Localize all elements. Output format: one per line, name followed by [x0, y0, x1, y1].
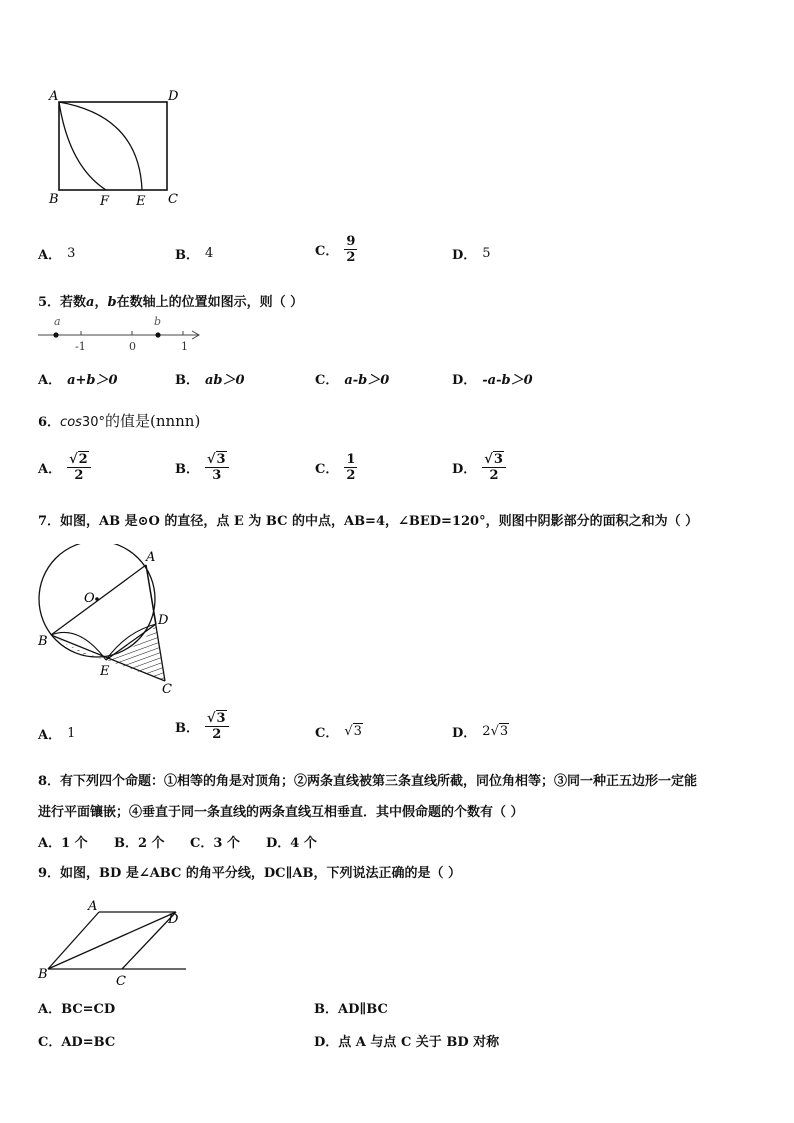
q7-label-o: O [84, 591, 95, 606]
q5-tick-minus1: -1 [75, 340, 86, 353]
q7-label-a: A [146, 550, 156, 565]
q5-tick-1: 1 [181, 340, 188, 353]
q4-option-d[interactable]: D． 5 [452, 246, 491, 263]
q4-option-c[interactable]: C． $\frac{9}{2}$ [315, 234, 356, 265]
q5-axis-label-a: a [54, 315, 61, 328]
q9-figure [36, 892, 191, 992]
q4-label-c: C [168, 192, 178, 207]
q9-label-b: B [38, 967, 48, 982]
q7-label-b: B [38, 634, 48, 649]
fraction: $\frac{1}{2}$ [346, 452, 356, 483]
fraction: $\frac{√2}{2}$ [67, 452, 91, 483]
q4-label-e: E [136, 194, 146, 209]
q6-option-b[interactable]: B． $\frac{√3}{3}$ [175, 452, 229, 483]
q6-stem: 6．cos30°的值是(nnnn) [38, 412, 201, 430]
q5-option-c[interactable]: C． a-b＞0 [315, 373, 390, 388]
q9-option-d[interactable]: D．点 A 与点 C 关于 BD 对称 [314, 1035, 500, 1050]
q5-tick-0: 0 [129, 340, 136, 353]
q8-option-a[interactable]: A．1 个 [38, 836, 88, 851]
fraction: $\frac{√3}{3}$ [205, 452, 229, 483]
q6-option-a[interactable]: A． $\frac{√2}{2}$ [38, 452, 91, 483]
q9-option-a[interactable]: A．BC=CD [38, 1002, 116, 1017]
q8-option-b[interactable]: B．2 个 [114, 836, 165, 851]
q7-stem: 7．如图，AB 是⊙O 的直径，点 E 为 BC 的中点，AB=4，∠BED=120°，则图中阴影部分的面积之和为（ ） [38, 514, 699, 529]
q9-label-c: C [116, 974, 126, 989]
q4-label-a: A [49, 89, 59, 104]
q7-label-e: E [100, 664, 110, 679]
q5-stem: 5．若数a，b在数轴上的位置如图示，则（ ） [38, 295, 304, 310]
q4-option-a[interactable]: A． 3 [38, 246, 76, 263]
q4-label-d: D [168, 89, 179, 104]
q8-stem-line1: 8．有下列四个命题：①相等的角是对顶角；②两条直线被第三条直线所截，同位角相等；③同一种正五边形一定能 [38, 774, 698, 789]
q7-option-a[interactable]: A． 1 [38, 726, 76, 743]
fraction: $\frac{√3}{2}$ [482, 452, 506, 483]
q7-option-b[interactable]: B． $\frac{√3}{2}$ [175, 711, 229, 742]
fraction: $\frac{√3}{2}$ [205, 711, 229, 742]
q9-label-d: D [168, 912, 179, 927]
q9-label-a: A [88, 899, 98, 914]
q5-axis-label-b: b [154, 315, 162, 328]
q4-option-b[interactable]: B． 4 [175, 246, 214, 263]
q7-label-c: C [162, 682, 172, 696]
q7-figure [34, 544, 184, 696]
fraction: $\frac{9}{2}$ [346, 234, 356, 265]
q5-option-b[interactable]: B． ab＞0 [175, 373, 245, 388]
q5-option-d[interactable]: D． -a-b＞0 [452, 373, 533, 388]
q8-option-d[interactable]: D．4 个 [266, 836, 317, 851]
q7-option-c[interactable]: C． √3 [315, 724, 362, 741]
q8-option-c[interactable]: C．3 个 [190, 836, 240, 851]
q4-label-b: B [49, 192, 59, 207]
q6-option-c[interactable]: C． $\frac{1}{2}$ [315, 452, 356, 483]
q4-figure [44, 86, 194, 210]
q5-number-line [36, 312, 206, 354]
q9-option-b[interactable]: B．AD∥BC [314, 1002, 388, 1017]
q4-label-f: F [100, 194, 110, 209]
q8-stem-line2: 进行平面镶嵌；④垂直于同一条直线的两条直线互相垂直．其中假命题的个数有（ ） [38, 805, 524, 820]
q7-label-d: D [158, 613, 169, 628]
q5-option-a[interactable]: A． a+b＞0 [38, 373, 118, 388]
q6-option-d[interactable]: D． $\frac{√3}{2}$ [452, 452, 506, 483]
q9-stem: 9．如图，BD 是∠ABC 的角平分线，DC∥AB，下列说法正确的是（ ） [38, 866, 462, 881]
q7-option-d[interactable]: D． 2√3 [452, 724, 509, 741]
q9-option-c[interactable]: C．AD=BC [38, 1035, 116, 1050]
